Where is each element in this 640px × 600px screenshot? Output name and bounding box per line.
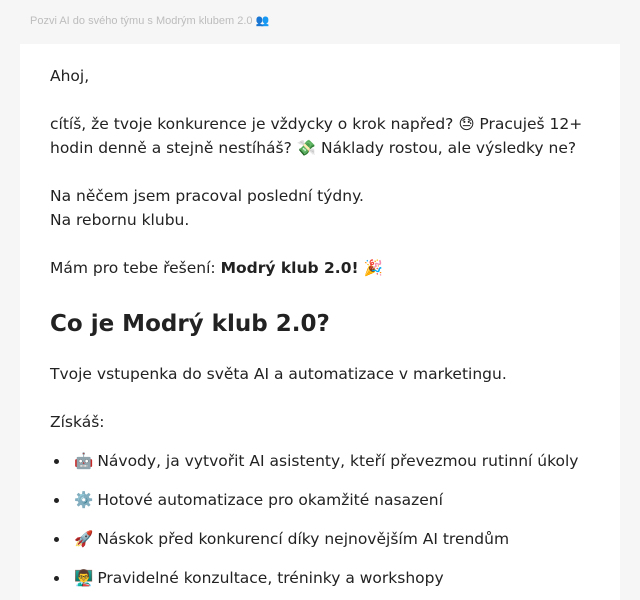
- email-body-card: [20, 44, 620, 600]
- worked-line-2: Na rebornu klubu.: [50, 211, 190, 229]
- preheader-text: Pozvi AI do svého týmu s Modrým klubem 2.0 👥: [30, 15, 270, 27]
- benefit-item: [74, 449, 619, 488]
- robot-icon: 🤖: [74, 452, 94, 470]
- tagline: Tvoje vstupenka do světa AI a automatizace v marketingu.: [50, 365, 507, 383]
- offer-club-name: Modrý klub 2.0!: [220, 259, 359, 277]
- greeting: Ahoj,: [50, 67, 90, 85]
- teacher-icon: 👨‍🏫: [74, 569, 94, 587]
- section-heading: Co je Modrý klub 2.0?: [50, 311, 330, 337]
- worked-paragraph: [50, 184, 595, 232]
- benefit-item: [74, 566, 619, 600]
- benefit-item: [74, 527, 619, 566]
- party-emoji: 🎉: [363, 259, 383, 277]
- intro-paragraph: cítíš, že tvoje konkurence je vždycky o krok napřed? 😓 Pracuješ 12+ hodin denně a stejně nestíháš? 💸 Náklady rostou, ale výsledky ne?: [50, 115, 583, 157]
- bullet-icon: [54, 498, 59, 503]
- offer-paragraph: [50, 256, 595, 280]
- bullet-icon: [54, 537, 59, 542]
- worked-line-1: Na něčem jsem pracoval poslední týdny.: [50, 187, 364, 205]
- bullet-icon: [54, 459, 59, 464]
- benefit-text: Návody, ja vytvořit AI asistenty, kteří převezmou rutinní úkoly: [97, 452, 579, 470]
- benefits-list: [50, 449, 619, 600]
- offer-prefix: Mám pro tebe řešení:: [50, 259, 221, 277]
- benefit-text: Hotové automatizace pro okamžité nasazení: [97, 491, 443, 509]
- benefits-label: Získáš:: [50, 413, 105, 431]
- rocket-icon: 🚀: [74, 530, 94, 548]
- gear-icon: ⚙️: [74, 491, 94, 509]
- benefit-text: Náskok před konkurencí díky nejnovějším AI trendům: [97, 530, 510, 548]
- benefit-text: Pravidelné konzultace, tréninky a workshopy: [97, 569, 444, 587]
- bullet-icon: [54, 576, 59, 581]
- benefit-item: [74, 488, 619, 527]
